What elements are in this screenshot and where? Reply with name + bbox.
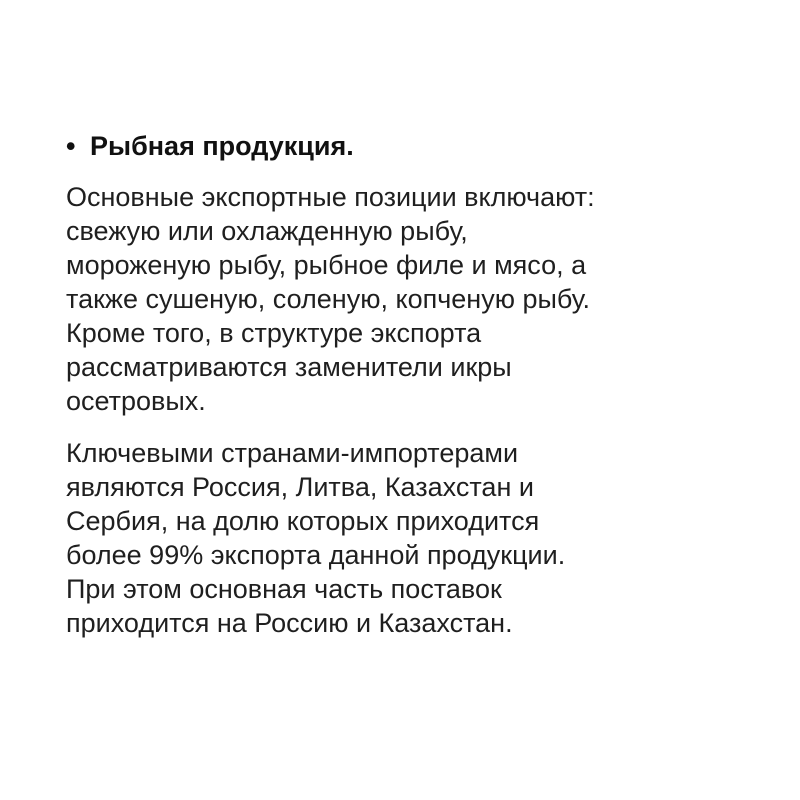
paragraph-line: рассматриваются заменители икры	[66, 352, 512, 382]
paragraph-export-positions	[66, 180, 766, 418]
paragraph-line: осетровых.	[66, 386, 206, 416]
bullet-point: •	[66, 131, 76, 161]
paragraph-importers	[66, 436, 766, 640]
document-body	[66, 128, 766, 658]
paragraph-line: приходится на Россию и Казахстан.	[66, 608, 513, 638]
paragraph-line: Основные экспортные позиции включают:	[66, 182, 595, 212]
section-heading-text: Рыбная продукция.	[90, 131, 354, 161]
paragraph-line: являются Россия, Литва, Казахстан и	[66, 472, 534, 502]
paragraph-line: Кроме того, в структуре экспорта	[66, 318, 482, 348]
paragraph-line: Ключевыми странами-импортерами	[66, 438, 519, 468]
section-heading	[66, 128, 766, 164]
paragraph-line: также сушеную, соленую, копченую рыбу.	[66, 284, 591, 314]
paragraph-line: свежую или охлажденную рыбу,	[66, 216, 468, 246]
paragraph-line: Сербия, на долю которых приходится	[66, 506, 540, 536]
paragraph-line: При этом основная часть поставок	[66, 574, 502, 604]
paragraph-line: мороженую рыбу, рыбное филе и мясо, а	[66, 250, 587, 280]
paragraph-line: более 99% экспорта данной продукции.	[66, 540, 566, 570]
